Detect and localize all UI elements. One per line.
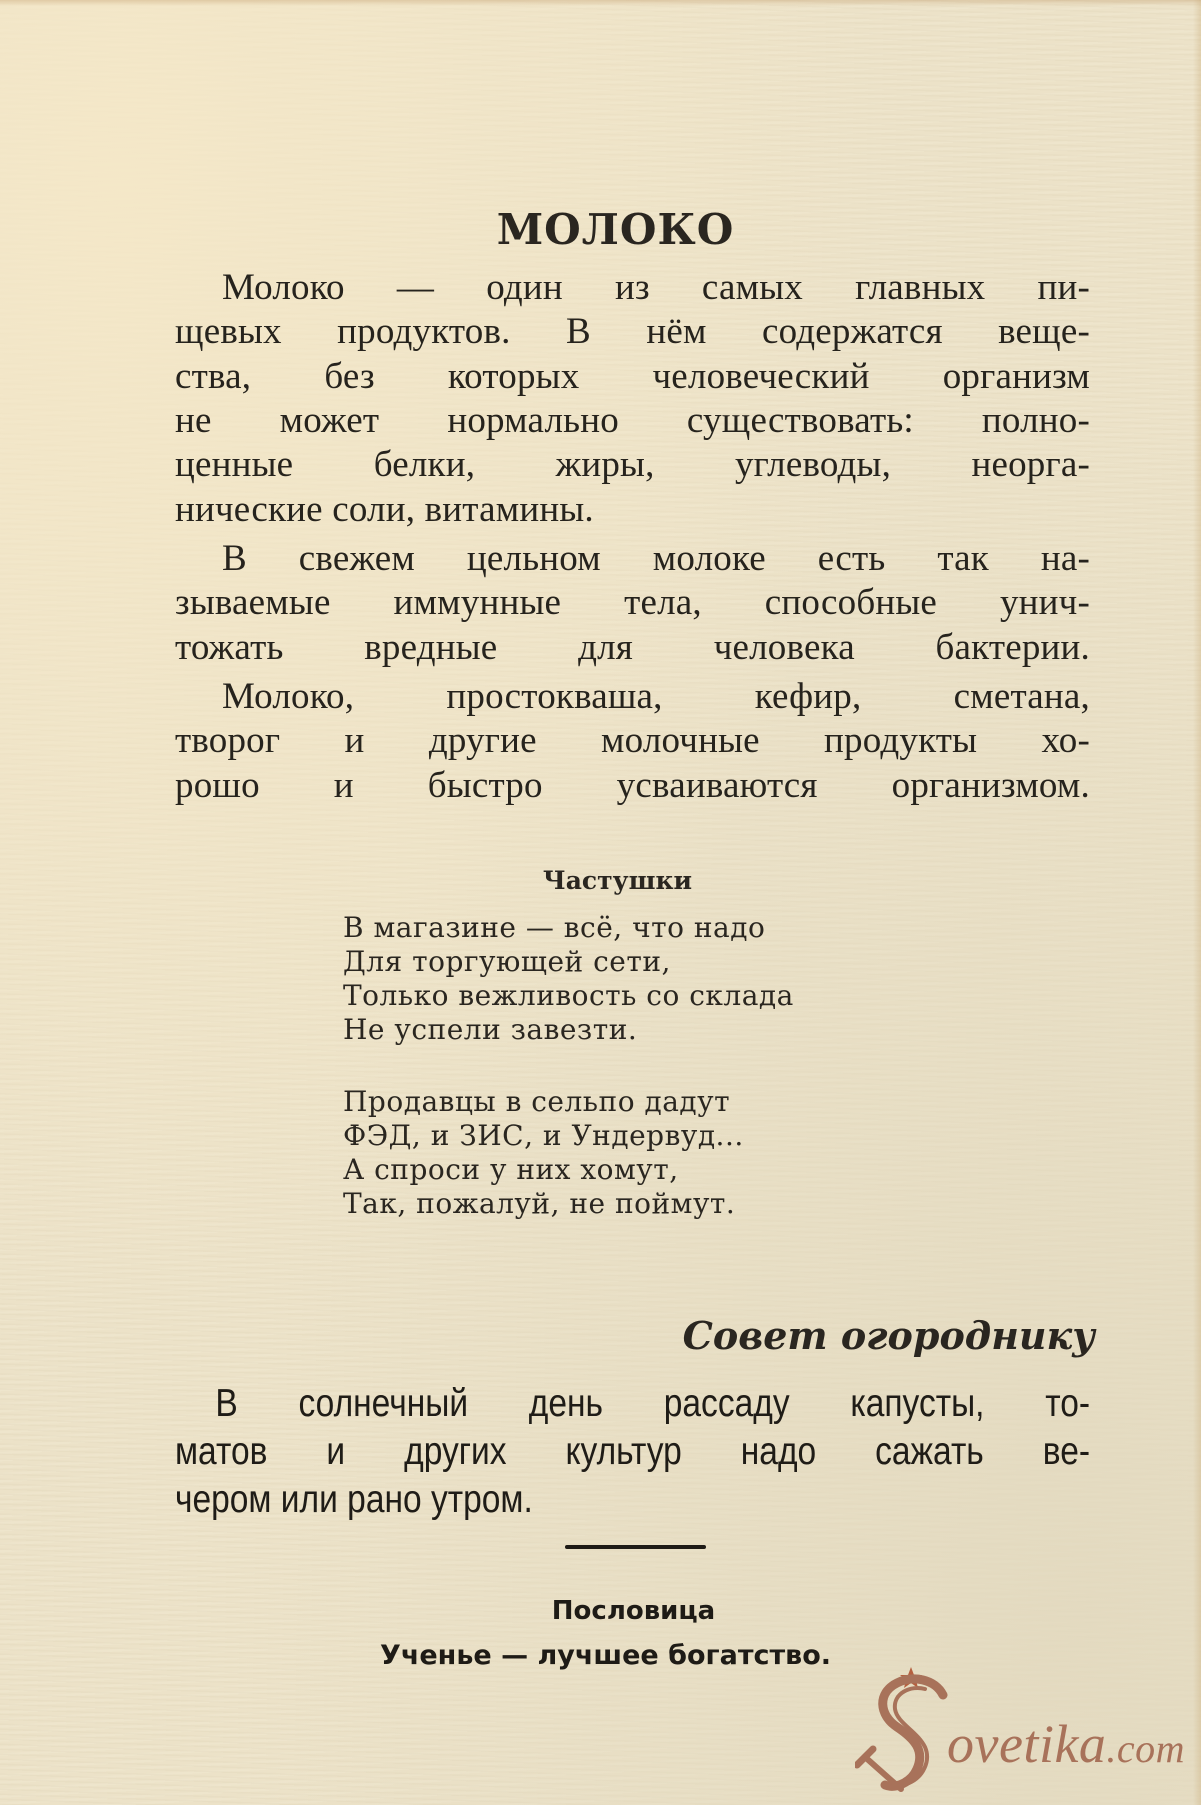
paragraph-line: ства, без которых человеческий организм: [175, 356, 1090, 397]
poem-line: Продавцы в сельпо дадут: [343, 1085, 731, 1118]
paragraph-line: не может нормально существовать: полно-: [175, 400, 1090, 441]
paragraph-line: В свежем цельном молоке есть так на-: [222, 538, 1090, 579]
watermark-domain: .com: [1106, 1726, 1186, 1771]
advice-line: В солнечный день рассаду капусты, то-: [215, 1382, 1091, 1425]
advice-heading: Совет огороднику: [682, 1313, 1095, 1358]
sovetika-watermark: [855, 1665, 1195, 1800]
paragraph-line: Молоко, простокваша, кефир, сметана,: [222, 676, 1090, 717]
page-edge: [1193, 0, 1201, 1805]
article-title: МОЛОКО: [496, 205, 735, 254]
paragraph-line: нические соли, витамины.: [175, 489, 594, 530]
paragraph-line: Молоко — один из самых главных пи-: [222, 267, 1090, 308]
paragraph-line: тожать вредные для человека бактерии.: [175, 627, 1090, 668]
hammer-sickle-s-logo-icon: [855, 1665, 950, 1795]
page-edge: [0, 0, 1201, 6]
section-divider: [565, 1545, 706, 1549]
poem-line: В магазине — всё, что надо: [343, 911, 766, 944]
paragraph-line: творог и другие молочные продукты хо-: [175, 720, 1090, 761]
proverb-text: Ученье — лучшее богатство.: [380, 1640, 832, 1671]
poem-line: А спроси у них хомут,: [343, 1153, 679, 1186]
chastushki-heading: Частушки: [542, 866, 693, 895]
poem-line: Не успели завезти.: [343, 1013, 638, 1046]
watermark-text: [947, 1713, 1185, 1775]
advice-line: матов и других культур надо сажать ве-: [175, 1430, 1091, 1473]
advice-line: чером или рано утром.: [175, 1478, 533, 1521]
paragraph-line: рошо и быстро усваиваются организмом.: [175, 765, 1090, 806]
paragraph-line: зываемые иммунные тела, способные унич-: [175, 582, 1090, 623]
paragraph-line: щевых продуктов. В нём содержатся веще-: [175, 311, 1090, 352]
poem-line: Так, пожалуй, не поймут.: [343, 1187, 736, 1220]
watermark-name: ovetika: [947, 1714, 1107, 1774]
paragraph-line: ценные белки, жиры, углеводы, неорга-: [175, 444, 1090, 485]
proverb-heading: Пословица: [551, 1596, 716, 1626]
poem-line: Только вежливость со склада: [343, 979, 794, 1012]
poem-line: Для торгующей сети,: [343, 945, 671, 978]
poem-line: ФЭД, и ЗИС, и Ундервуд...: [343, 1119, 744, 1152]
